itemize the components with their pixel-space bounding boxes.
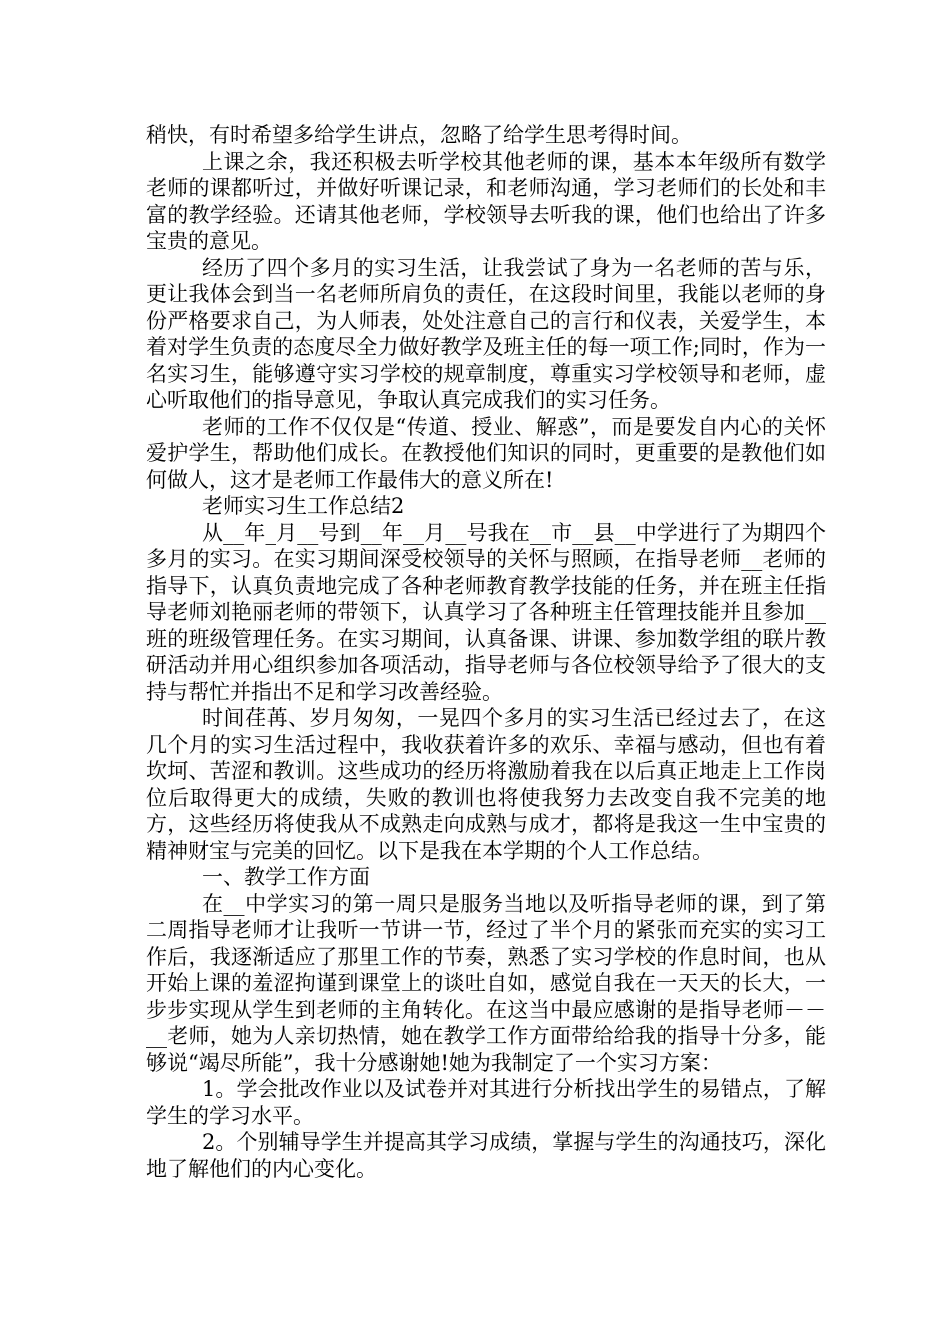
subsection-heading: 一、教学工作方面	[202, 865, 370, 889]
list-item-2: 2。个别辅导学生并提高其学习成绩，掌握与学生的沟通技巧，深化地了解他们的内心变化。	[146, 1130, 826, 1181]
paragraph-continuation: 稍快，有时希望多给学生讲点，忽略了给学生思考得时间。	[146, 123, 692, 147]
paragraph-time-passes: 时间荏苒、岁月匆匆，一晃四个多月的实习生活已经过去了，在这几个月的实习生活过程中，我收获着许多的欢乐、幸福与感动，但也有着坎坷、苦涩和教训。这些成功的经历将激励着我在以后真正地走上工作岗位后取得更大的成绩，失败的教训也将使我努力去改变自我不完美的地方，这些经历将使我从不成熟走向成熟与成才，都将是我这一生中宝贵的精神财宝与完美的回忆。以下是我在本学期的个人工作总结。	[146, 706, 826, 863]
paragraph-internship-intro: 从__年_月__号到__年__月__号我在__市__县__中学进行了为期四个多月的实习。在实习期间深受校领导的关怀与照顾，在指导老师__老师的指导下，认真负责地完成了各种老师教育教学技能的任务，并在班主任指导老师刘艳丽老师的带领下，认真学习了各种班主任管理技能并且参加__班的班级管理任务。在实习期间，认真备课、讲课、参加数学组的联片教研活动并用心组织参加各项活动，指导老师与各位校领导给予了很大的支持与帮忙并指出不足和学习改善经验。	[146, 520, 826, 704]
paragraph-teacher-role: 老师的工作不仅仅是“传道、授业、解惑”，而是要发自内心的关怀爱护学生，帮助他们成长。在教授他们知识的同时，更重要的是教他们如何做人，这才是老师工作最伟大的意义所在!	[146, 414, 826, 492]
paragraph-teaching-work: 在__中学实习的第一周只是服务当地以及听指导老师的课，到了第二周指导老师才让我听一节讲一节，经过了半个月的紧张而充实的实习工作后，我逐渐适应了那里工作的节奏，熟悉了实习学校的作息时间，也从开始上课的羞涩拘谨到课堂上的谈吐自如，感觉自我在一天天的长大，一步步实现从学生到老师的主角转化。在这当中最应感谢的是指导老师－－__老师，她为人亲切热情，她在教学工作方面带给给我的指导十分多，能够说“竭尽所能”，我十分感谢她!她为我制定了一个实习方案：	[146, 891, 826, 1075]
section-title: 老师实习生工作总结2	[202, 494, 405, 518]
list-item-1: 1。学会批改作业以及试卷并对其进行分析找出学生的易错点，了解学生的学习水平。	[146, 1077, 826, 1128]
document-body	[146, 122, 826, 1182]
paragraph-internship-experience: 经历了四个多月的实习生活，让我尝试了身为一名老师的苦与乐，更让我体会到当一名老师所肩负的责任，在这段时间里，我能以老师的身份严格要求自己，为人师表，处处注意自己的言行和仪表，关爱学生，本着对学生负责的态度尽全力做好教学及班主任的每一项工作;同时，作为一名实习生，能够遵守实习学校的规章制度，尊重实习学校领导和老师，虚心听取他们的指导意见，争取认真完成我们的实习任务。	[146, 255, 826, 412]
paragraph-attending-classes: 上课之余，我还积极去听学校其他老师的课，基本本年级所有数学老师的课都听过，并做好听课记录，和老师沟通，学习老师们的长处和丰富的教学经验。还请其他老师，学校领导去听我的课，他们也给出了许多宝贵的意见。	[146, 149, 826, 253]
